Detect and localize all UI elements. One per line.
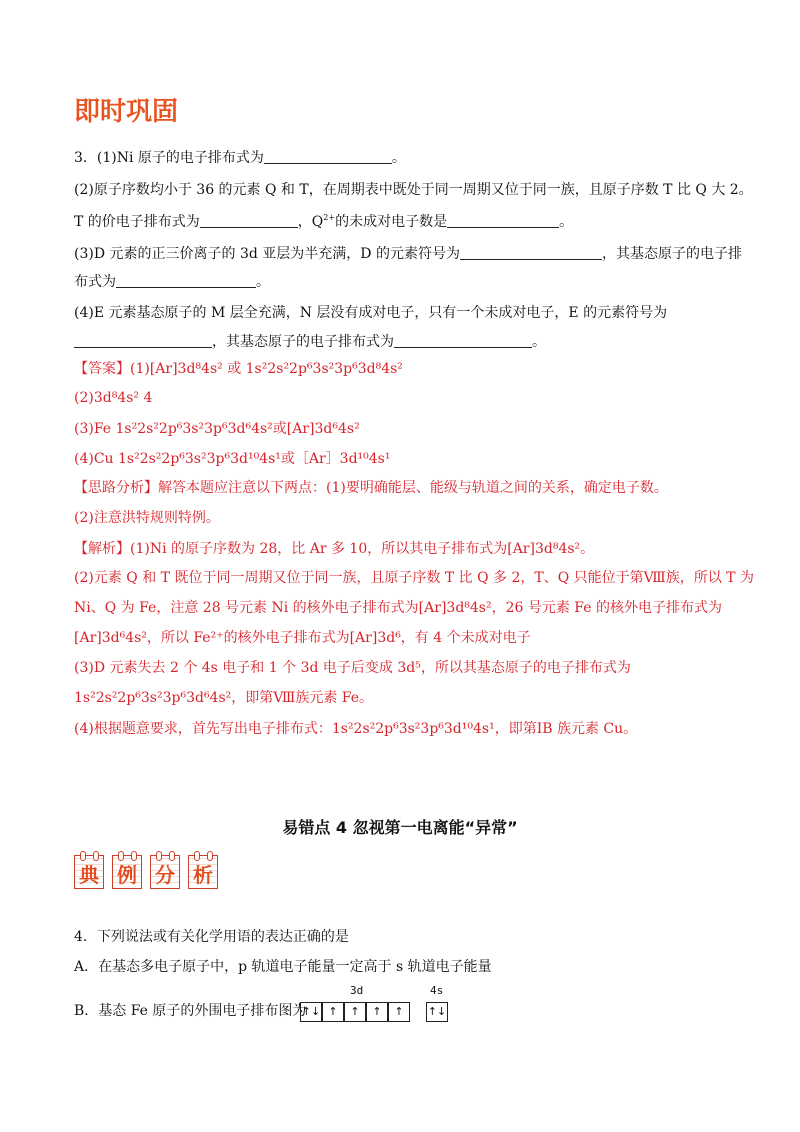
explain-line-7 xyxy=(74,719,637,739)
q3-l4b: ，其基态原子的电子排 xyxy=(601,246,742,262)
q3-line-7 xyxy=(74,332,546,352)
explain-7: (4)根据题意要求，首先写出电子排布式：1s²2s²2p⁶3s²3p⁶3d¹⁰4s¹，即第ⅠB 族元素 Cu。 xyxy=(74,721,638,737)
q3-l3c: 的未成对电子数是 xyxy=(335,214,448,230)
answer-blank[interactable] xyxy=(460,245,602,260)
analysis-text: 解答本题应注意以下两点：(1)要明确能层、能级与轨道之间的关系，确定电子数。 xyxy=(158,480,668,496)
q3-l3-end: 。 xyxy=(559,214,574,230)
answer-2: (2)3d⁸4s² 4 xyxy=(74,390,153,406)
explain-5: (3)D 元素失去 2 个 4s 电子和 1 个 3d 电子后变成 3d⁵，所以其基态原子的电子排布式为 xyxy=(74,660,631,676)
analysis-line-2 xyxy=(74,508,220,528)
q3-l1-end: 。 xyxy=(391,150,406,166)
q3-l4a: (3)D 元素的正三价离子的 3d 亚层为半充满，D 的元素符号为 xyxy=(74,246,460,262)
q3-l5a: 布式为 xyxy=(74,274,116,290)
answer-label: 【答案】 xyxy=(74,361,130,377)
answer-1: (1)[Ar]3d⁸4s² 或 1s²2s²2p⁶3s²3p⁶3d⁸4s² xyxy=(130,361,403,377)
q3-line-6 xyxy=(74,303,667,323)
q3-l2: (2)原子序数均小于 36 的元素 Q 和 T，在周期表中既处于同一周期又位于同一族，且原子序数 T 比 Q 大 2。 xyxy=(74,182,753,198)
answer-blank[interactable] xyxy=(264,149,392,164)
analysis-line-1 xyxy=(74,478,668,498)
answer-line-2 xyxy=(74,388,152,408)
answer-blank[interactable] xyxy=(447,213,559,228)
analysis-text-2: (2)注意洪特规则特例。 xyxy=(74,510,220,526)
q3-line-1 xyxy=(74,148,406,168)
orbital-box-3d: ↑ xyxy=(322,1002,344,1022)
explain-6: 1s²2s²2p⁶3s²3p⁶3d⁶4s²，即第Ⅷ族元素 Fe。 xyxy=(74,690,373,706)
q3-line-2 xyxy=(74,180,753,200)
q3-l7b: ，其基态原子的电子排布式为 xyxy=(212,334,394,350)
section-title: 易错点 4 忽视第一电离能“异常” xyxy=(282,818,518,837)
banner-box xyxy=(112,855,142,889)
banner-dianlifenxi xyxy=(74,855,220,893)
q3-line-5 xyxy=(74,272,270,292)
explain-4: [Ar]3d⁶4s²，所以 Fe²⁺的核外电子排布式为[Ar]3d⁶，有 4 个未成对电子 xyxy=(74,630,531,646)
explain-3: Ni、Q 为 Fe，注意 28 号元素 Ni 的核外电子排布式为[Ar]3d⁸4s²，26 号元素 Fe 的核外电子排布式为 xyxy=(74,600,722,616)
explain-line-3 xyxy=(74,598,722,618)
banner-box xyxy=(150,855,180,889)
banner-text: 即时巩固 xyxy=(74,97,179,125)
banner-jishigonggu xyxy=(74,95,192,125)
analysis-label: 【思路分析】 xyxy=(74,480,158,496)
explain-2: (2)元素 Q 和 T 既位于同一周期又位于同一族，且原子序数 T 比 Q 多 2，T、Q 只能位于第Ⅷ族，所以 T 为 xyxy=(74,570,754,586)
answer-blank[interactable] xyxy=(74,333,212,348)
orbital-box-3d: ↑ xyxy=(344,1002,366,1022)
orbital-box-3d: ↑ xyxy=(366,1002,388,1022)
banner-char: 析 xyxy=(193,863,213,887)
explain-line-4 xyxy=(74,628,531,648)
q3-line-4 xyxy=(74,244,742,264)
answer-blank[interactable] xyxy=(200,213,298,228)
orbital-box-4s: ↑↓ xyxy=(426,1002,448,1022)
orbital-label-4s: 4s xyxy=(430,984,444,997)
q3-l6: (4)E 元素基态原子的 M 层全充满，N 层没有成对电子，只有一个未成对电子，E 的元素符号为 xyxy=(74,305,668,321)
explain-label: 【解析】 xyxy=(74,541,130,557)
answer-4: (4)Cu 1s²2s²2p⁶3s²3p⁶3d¹⁰4s¹或［Ar］3d¹⁰4s¹ xyxy=(74,451,391,467)
answer-line-4 xyxy=(74,449,390,469)
banner-char: 例 xyxy=(117,863,137,887)
banner-char: 典 xyxy=(79,863,99,887)
banner-box xyxy=(74,855,104,889)
orbital-box-3d: ↑ xyxy=(388,1002,410,1022)
explain-1: (1)Ni 的原子序数为 28，比 Ar 多 10，所以其电子排布式为[Ar]3d⁸4s²。 xyxy=(130,541,595,557)
q3-l5-end: 。 xyxy=(256,274,270,290)
q4-stem: 4．下列说法或有关化学用语的表达正确的是 xyxy=(74,929,349,945)
q4-option-b[interactable]: B．基态 Fe 原子的外围电子排布图为 xyxy=(74,1003,307,1019)
answer-blank[interactable] xyxy=(116,273,256,288)
banner-jishigonggu-graphic xyxy=(74,95,192,125)
q3-line-3: T 的价电子排布式为 ，$Q^{2+}$的未成对电子数是 。 xyxy=(74,213,574,230)
q3-l3a: T 的价电子排布式为 xyxy=(74,214,200,230)
orbital-label-3d: 3d xyxy=(350,984,364,997)
q4-option-a[interactable]: A．在基态多电子原子中，p 轨道电子能量一定高于 s 轨道电子能量 xyxy=(74,959,492,975)
answer-3: (3)Fe 1s²2s²2p⁶3s²3p⁶3d⁶4s²或[Ar]3d⁶4s² xyxy=(74,421,360,437)
explain-line-2 xyxy=(74,568,754,588)
q3-l1: 3．(1)Ni 原子的电子排布式为 xyxy=(74,150,264,166)
answer-line-1 xyxy=(74,359,403,379)
q3-l7-end: 。 xyxy=(532,334,546,350)
orbital-box-3d: ↑↓ xyxy=(300,1002,322,1022)
answer-line-3 xyxy=(74,419,360,439)
q3-l3b: ，Q xyxy=(297,214,324,230)
banner-char: 分 xyxy=(155,863,175,887)
answer-blank[interactable] xyxy=(394,333,532,348)
explain-line-6 xyxy=(74,688,373,708)
explain-line-1 xyxy=(74,539,594,559)
explain-line-5 xyxy=(74,658,631,678)
banner-box xyxy=(188,855,218,889)
